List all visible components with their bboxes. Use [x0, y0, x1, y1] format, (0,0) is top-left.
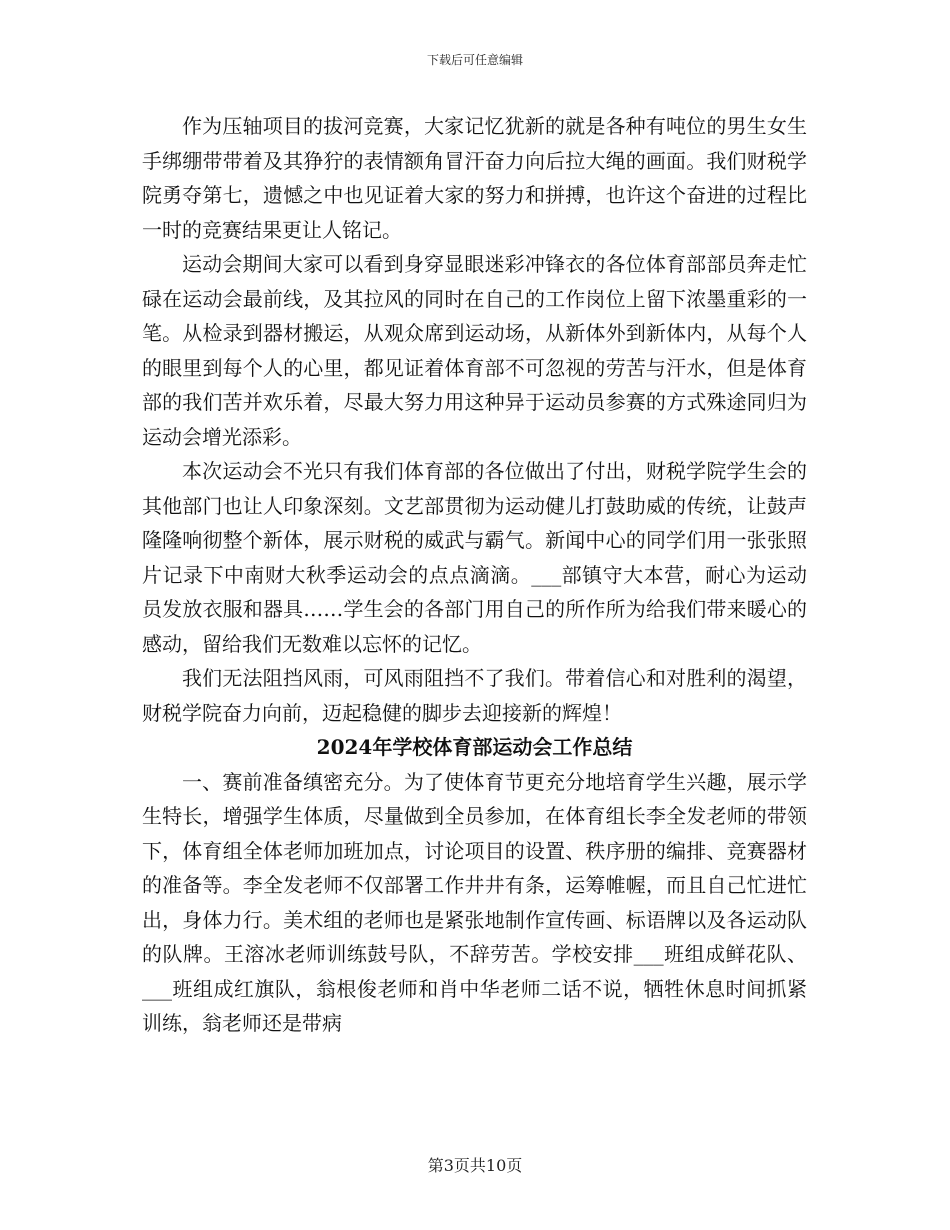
page-footer: 第3页共10页 [427, 1156, 523, 1175]
paragraph-closing: 我们无法阻挡风雨，可风雨阻挡不了我们。带着信心和对胜利的渴望，财税学院奋力向前，迈起稳健的脚步去迎接新的辉煌！ [142, 666, 807, 725]
section-title: 2024年学校体育部运动会工作总结 [316, 735, 633, 759]
paragraph-tug-of-war: 作为压轴项目的拔河竞赛，大家记忆犹新的就是各种有吨位的男生女生手绑绷带带着及其狰狞的表情额角冒汗奋力向后拉大绳的画面。我们财税学院勇夺第七，遗憾之中也见证着大家的努力和拼搏，也许这个奋进的过程比一时的竞赛结果更让人铭记。 [142, 114, 807, 242]
paragraph-sports-dept: 运动会期间大家可以看到身穿显眼迷彩冲锋衣的各位体育部部员奔走忙碌在运动会最前线，及其拉风的同时在自己的工作岗位上留下浓墨重彩的一笔。从检录到器材搬运，从观众席到运动场，从新体外到新体内，从每个人的眼里到每个人的心里，都见证着体育部不可忽视的劳苦与汗水，但是体育部的我们苦并欢乐着，尽最大努力用这种异于运动员参赛的方式殊途同归为运动会增光添彩。 [142, 252, 807, 449]
page-header: 下载后可任意编辑 [426, 53, 523, 67]
paragraph-other-depts: 本次运动会不光只有我们体育部的各位做出了付出，财税学院学生会的其他部门也让人印象深刻。文艺部贯彻为运动健儿打鼓助威的传统，让鼓声隆隆响彻整个新体，展示财税的威武与霸气。新闻中心的同学们用一张张照片记录下中南财大秋季运动会的点点滴滴。___部镇守大本营，耐心为运动员发放衣服和器具……学生会的各部门用自己的所作所为给我们带来暖心的感动，留给我们无数难以忘怀的记忆。 [142, 459, 807, 656]
document-body [142, 109, 807, 1041]
paragraph-preparation: 一、赛前准备缜密充分。为了使体育节更充分地培育学生兴趣，展示学生特长，增强学生体质，尽量做到全员参加，在体育组长李全发老师的带领下，体育组全体老师加班加点，讨论项目的设置、秩序册的编排、竞赛器材的准备等。李全发老师不仅部署工作井井有条，运筹帷幄，而且自己忙进忙出，身体力行。美术组的老师也是紧张地制作宣传画、标语牌以及各运动队的队牌。王溶冰老师训练鼓号队，不辞劳苦。学校安排___班组成鲜花队、___班组成红旗队，翁根俊老师和肖中华老师二话不说，牺牲休息时间抓紧训练，翁老师还是带病 [142, 769, 807, 1035]
